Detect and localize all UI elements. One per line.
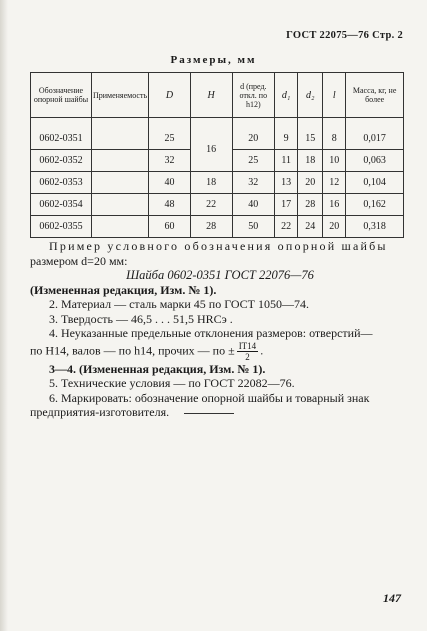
example-line-1: Пример условного обозначения опорной шайбы	[49, 239, 388, 253]
cell-code: 0602-0354	[31, 194, 92, 216]
item-4-line-2	[30, 341, 410, 362]
cell-l: 10	[323, 150, 346, 172]
item-3: 3. Твердость — 46,5 . . . 51,5 HRCэ .	[49, 311, 233, 326]
cell-code: 0602-0353	[31, 172, 92, 194]
cell-d1: 17	[275, 194, 298, 216]
header-d1: d₁	[275, 73, 298, 118]
header-l: l	[323, 73, 346, 118]
example-line-2: размером d=20 мм:	[30, 253, 128, 268]
table-row	[31, 216, 404, 238]
cell-H: 22	[190, 194, 232, 216]
cell-d2: 15	[298, 118, 323, 150]
cell-applicability	[91, 172, 148, 194]
cell-mass: 0,318	[346, 216, 404, 238]
cell-D: 48	[149, 194, 191, 216]
cell-d2: 18	[298, 150, 323, 172]
item-5: 5. Технические условия — по ГОСТ 22082—76.	[49, 376, 295, 390]
item-4-text: по H14, валов — по h14, прочих — по ±	[30, 342, 235, 357]
cell-d2: 20	[298, 172, 323, 194]
cell-d: 20	[232, 118, 275, 150]
end-rule	[184, 413, 234, 414]
cell-mass: 0,017	[346, 118, 404, 150]
cell-d1: 22	[275, 216, 298, 238]
cell-code: 0602-0352	[31, 150, 92, 172]
cell-d: 50	[232, 216, 275, 238]
table-caption: Размеры, мм	[170, 54, 257, 66]
header-d2: d₂	[298, 73, 323, 118]
cell-mass: 0,104	[346, 172, 404, 194]
cell-applicability	[91, 118, 148, 150]
cell-applicability	[91, 150, 148, 172]
cell-mass: 0,162	[346, 194, 404, 216]
cell-d: 40	[232, 194, 275, 216]
cell-applicability	[91, 216, 148, 238]
designation-example: Шайба 0602-0351 ГОСТ 22076—76	[126, 268, 314, 282]
cell-d1: 9	[275, 118, 298, 150]
cell-mass: 0,063	[346, 150, 404, 172]
cell-D: 32	[149, 150, 191, 172]
cell-D: 40	[149, 172, 191, 194]
header-H: H	[190, 73, 232, 118]
item-6-line-2: предприятия-изготовителя.	[30, 405, 170, 419]
cell-l: 16	[323, 194, 346, 216]
item-4-line-1: 4. Неуказанные предельные отклонения размеров: отверстий—	[49, 326, 373, 340]
header-d: d (пред. откл. по h12)	[232, 73, 275, 118]
header-applicability: Применяемость	[91, 73, 148, 118]
cell-d1: 13	[275, 172, 298, 194]
cell-l: 20	[323, 216, 346, 238]
cell-d: 32	[232, 172, 275, 194]
edit-note-3-4: 3—4. (Измененная редакция, Изм. № 1).	[49, 361, 266, 376]
header-D: D	[149, 73, 191, 118]
cell-D: 25	[149, 118, 191, 150]
header-mass: Масса, кг, не более	[346, 73, 404, 118]
cell-d2: 28	[298, 194, 323, 216]
body-text	[30, 239, 410, 420]
table-row	[31, 194, 404, 216]
fraction	[237, 341, 259, 362]
fraction-numerator: IT14	[238, 340, 257, 351]
dimensions-table	[30, 72, 404, 238]
item-2: 2. Материал — сталь марки 45 по ГОСТ 1050—74.	[49, 297, 310, 311]
cell-D: 60	[149, 216, 191, 238]
item-6-line-1: 6. Маркировать: обозначение опорной шайбы и товарный знак	[49, 390, 370, 405]
edit-note-1: (Измененная редакция, Изм. № 1).	[30, 282, 217, 297]
header-designation: Обозначение опорной шайбы	[31, 73, 92, 118]
table-row	[31, 118, 404, 150]
page-number: 147	[383, 591, 401, 605]
cell-d2: 24	[298, 216, 323, 238]
table-header-row	[31, 73, 404, 118]
cell-H-merged: 16	[190, 118, 232, 172]
cell-H: 28	[190, 216, 232, 238]
cell-H: 18	[190, 172, 232, 194]
cell-l: 8	[323, 118, 346, 150]
cell-d1: 11	[275, 150, 298, 172]
cell-l: 12	[323, 172, 346, 194]
cell-code: 0602-0351	[31, 118, 92, 150]
table-row	[31, 172, 404, 194]
fraction-denominator: 2	[245, 351, 250, 362]
page-header: ГОСТ 22075—76 Стр. 2	[286, 30, 403, 41]
cell-applicability	[91, 194, 148, 216]
item-4-end: .	[260, 342, 264, 357]
scan-edge	[0, 0, 8, 631]
cell-d: 25	[232, 150, 275, 172]
cell-code: 0602-0355	[31, 216, 92, 238]
